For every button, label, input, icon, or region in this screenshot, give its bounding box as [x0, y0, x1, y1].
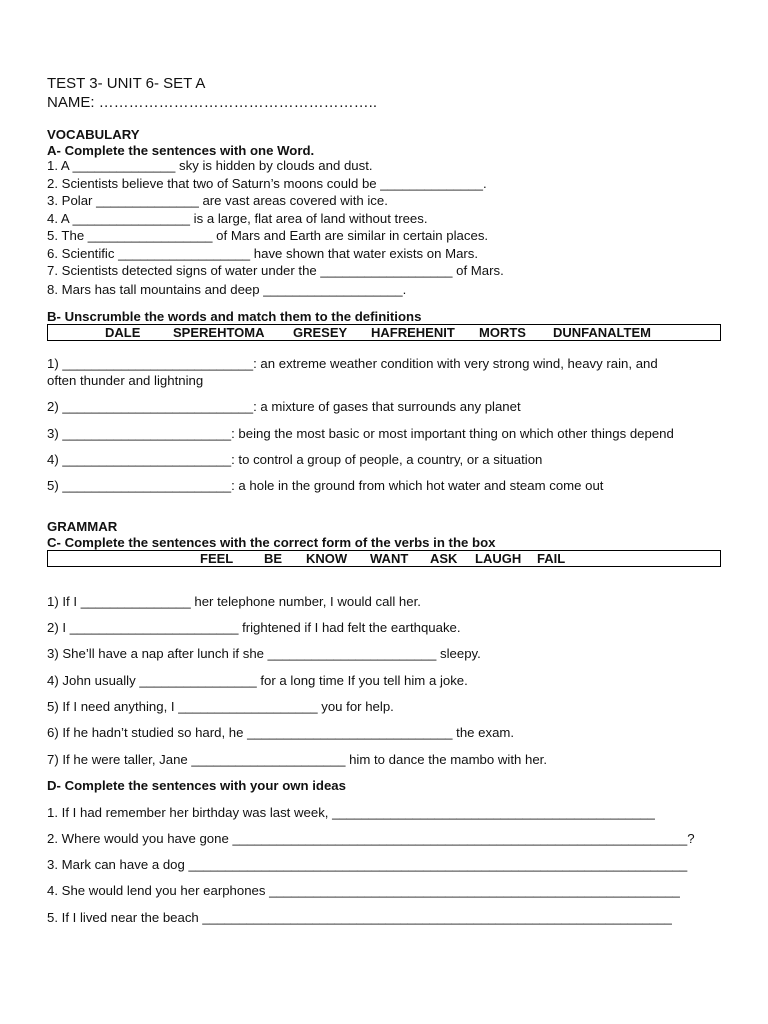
section-d-item: 5. If I lived near the beach ________________________________________________________________: [47, 910, 672, 925]
word-box-b-word: HAFREHENIT: [371, 325, 455, 340]
section-a-heading: A- Complete the sentences with one Word.: [47, 143, 315, 158]
word-box-c-word: ASK: [430, 551, 458, 566]
word-box-b-word: GRESEY: [293, 325, 348, 340]
section-c-item: 1) If I _______________ her telephone number, I would call her.: [47, 594, 421, 609]
section-b-item: 4) _______________________: to control a group of people, a country, or a situation: [47, 452, 543, 467]
section-a-item: 7. Scientists detected signs of water under the __________________ of Mars.: [47, 263, 504, 278]
section-c-item: 3) She’ll have a nap after lunch if she _______________________ sleepy.: [47, 646, 481, 661]
word-box-b-word: DALE: [105, 325, 141, 340]
section-b-item: 5) _______________________: a hole in the ground from which hot water and steam come out: [47, 478, 604, 493]
section-b-item: 2) __________________________: a mixture of gases that surrounds any planet: [47, 399, 521, 414]
section-a-item: 5. The _________________ of Mars and Earth are similar in certain places.: [47, 228, 489, 243]
section-d-item: 2. Where would you have gone ______________________________________________________________?: [47, 831, 695, 846]
section-d-item: 3. Mark can have a dog ____________________________________________________________________: [47, 857, 688, 872]
word-box-c-word: KNOW: [306, 551, 348, 566]
word-box-c-word: WANT: [370, 551, 409, 566]
word-box-b: [47, 324, 721, 341]
section-b-item: 3) _______________________: being the most basic or most important thing on which other things depend: [47, 426, 674, 441]
name-line: NAME: ………………………………………………..: [47, 94, 378, 111]
section-d-item: 4. She would lend you her earphones ________________________________________________________: [47, 883, 680, 898]
section-b-heading: B- Unscrumble the words and match them to the definitions: [47, 309, 422, 324]
section-a-item: 4. A ________________ is a large, flat area of land without trees.: [47, 211, 428, 226]
section-a-item: 1. A ______________ sky is hidden by clouds and dust.: [47, 158, 373, 173]
word-box-c-word: BE: [264, 551, 283, 566]
section-a-item: 2. Scientists believe that two of Saturn’s moons could be ______________.: [47, 176, 487, 191]
section-d-heading: D- Complete the sentences with your own ideas: [47, 778, 346, 793]
word-box-b-word: SPEREHTOMA: [173, 325, 265, 340]
section-c-heading: C- Complete the sentences with the correct form of the verbs in the box: [47, 535, 496, 550]
word-box-b-word: MORTS: [479, 325, 526, 340]
word-box-c-word: FAIL: [537, 551, 566, 566]
vocabulary-heading: VOCABULARY: [47, 127, 140, 142]
section-c-item: 4) John usually ________________ for a long time If you tell him a joke.: [47, 673, 468, 688]
word-box-c-word: FEEL: [200, 551, 234, 566]
section-c-item: 2) I _______________________ frightened if I had felt the earthquake.: [47, 620, 461, 635]
section-a-item: 8. Mars has tall mountains and deep ___________________.: [47, 282, 407, 297]
section-a-item: 6. Scientific __________________ have shown that water exists on Mars.: [47, 246, 479, 261]
section-b-item: 1) __________________________: an extreme weather condition with very strong wind, heavy rain, and: [47, 356, 658, 371]
section-c-item: 7) If he were taller, Jane _____________________ him to dance the mambo with her.: [47, 752, 548, 767]
section-c-item: 6) If he hadn’t studied so hard, he ____________________________ the exam.: [47, 725, 515, 740]
word-box-b-word: DUNFANALTEM: [553, 325, 651, 340]
word-box-c-word: LAUGH: [475, 551, 522, 566]
section-a-item: 3. Polar ______________ are vast areas covered with ice.: [47, 193, 388, 208]
word-box-c: [47, 550, 721, 567]
section-d-item: 1. If I had remember her birthday was last week, ____________________________________________: [47, 805, 655, 820]
section-c-item: 5) If I need anything, I ___________________ you for help.: [47, 699, 394, 714]
test-title: TEST 3- UNIT 6- SET A: [47, 75, 206, 92]
grammar-heading: GRAMMAR: [47, 519, 118, 534]
section-b-item-continuation: often thunder and lightning: [47, 373, 204, 388]
